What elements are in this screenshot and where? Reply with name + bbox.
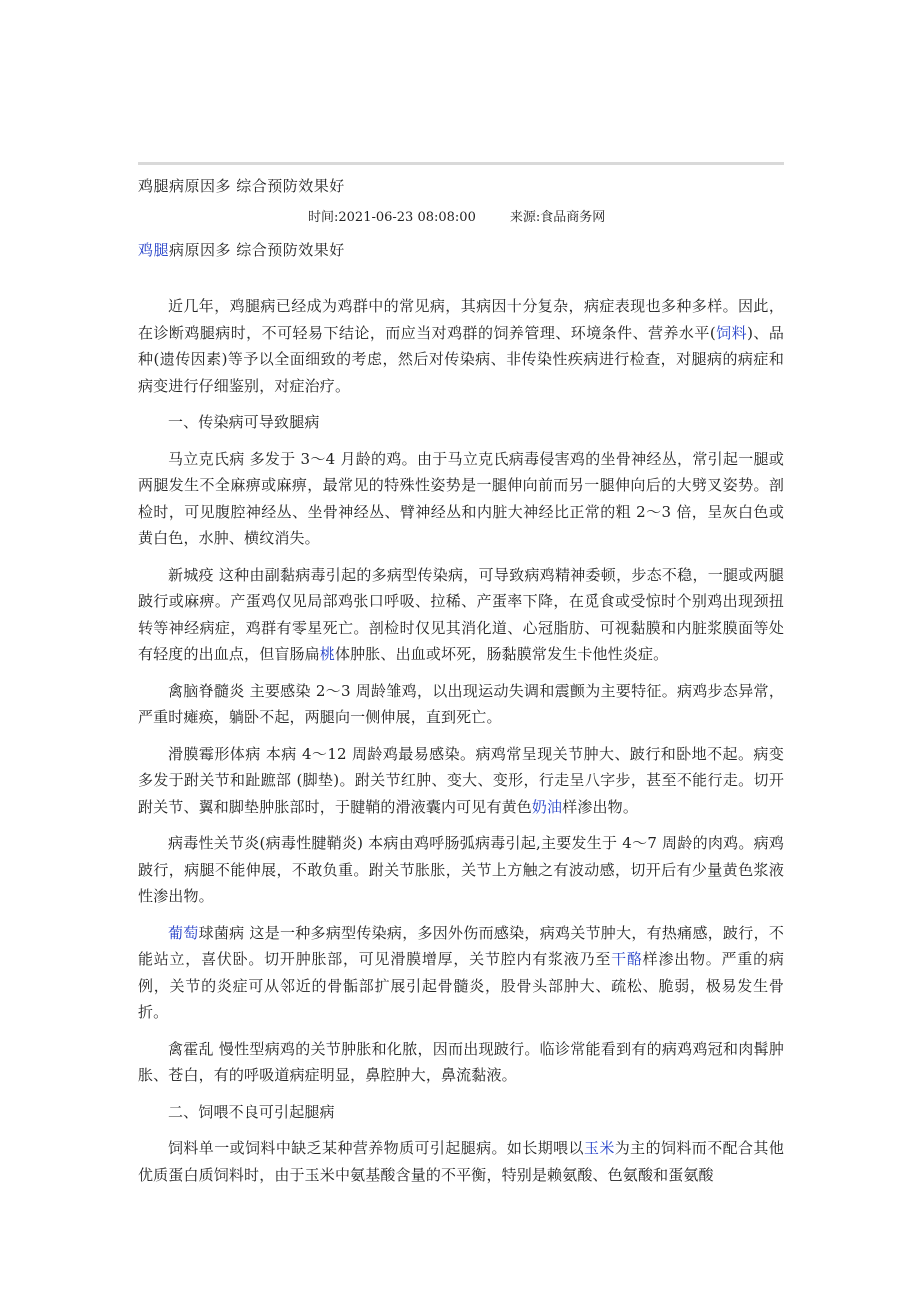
- paragraph: 禽脑脊髓炎 主要感染 2～3 周龄雏鸡，以出现运动失调和震颤为主要特征。病鸡步态异常，严重时瘫痪，躺卧不起，两腿向一侧伸展，直到死亡。: [138, 681, 784, 726]
- keyword-link[interactable]: 饲料: [715, 323, 748, 342]
- paragraph: 葡萄球菌病 这是一种多病型传染病，多因外伤而感染，病鸡关节肿大，有热痛感，跛行，不能站立，喜伏卧。切开肿胀部，可见滑膜增厚，关节腔内有浆液乃至干酪样渗出物。严重的病例，关节的炎症可从邻近的骨骺部扩展引起骨髓炎，股骨头部肿大、疏松、脆弱，极易发生骨折。: [138, 923, 784, 1021]
- article-meta: [138, 209, 784, 227]
- publish-time: 时间:2021-06-23 08:08:00: [308, 210, 476, 225]
- article-page: [138, 162, 784, 1198]
- paragraph: 近几年，鸡腿病已经成为鸡群中的常见病，其病因十分复杂，病症表现也多种多样。因此，在诊断鸡腿病时，不可轻易下结论，而应当对鸡群的饲养管理、环境条件、营养水平(饲料)、品种(遗传因素)等予以全面细致的考虑，然后对传染病、非传染性疾病进行检查，对腿病的病症和病变进行仔细鉴别，对症治疗。: [138, 297, 784, 395]
- paragraph: 禽霍乱 慢性型病鸡的关节肿胀和化脓，因而出现跛行。临诊常能看到有的病鸡鸡冠和肉髯肿胀、苍白，有的呼吸道病症明显，鼻腔肿大，鼻流黏液。: [138, 1039, 784, 1084]
- paragraph: 病毒性关节炎(病毒性腱鞘炎) 本病由鸡呼肠弧病毒引起,主要发生于 4～7 周龄的肉鸡。病鸡跛行，病腿不能伸展，不敢负重。跗关节胀胀，关节上方触之有波动感，切开后有少量黄色浆液性渗出物。: [138, 834, 784, 905]
- article-source: 来源:食品商务网: [509, 210, 606, 225]
- keyword-link[interactable]: 玉米: [583, 1139, 615, 1157]
- paragraph: 饲料单一或饲料中缺乏某种营养物质可引起腿病。如长期喂以玉米为主的饲料而不配合其他优质蛋白质饲料时，由于玉米中氨基酸含量的不平衡，特别是赖氨酸、色氨酸和蛋氨酸: [138, 1139, 784, 1184]
- paragraph: 滑膜霉形体病 本病 4～12 周龄鸡最易感染。病鸡常呈现关节肿大、跛行和卧地不起。病变多发于跗关节和趾蹠部 (脚垫)。跗关节红肿、变大、变形，行走呈八字步，甚至不能行走。切开跗关节、翼和脚垫肿胀部时，于腱鞘的滑液囊内可见有黄色奶油样渗出物。: [138, 744, 784, 816]
- keyword-link[interactable]: 鸡腿: [138, 241, 170, 259]
- keyword-link[interactable]: 桃: [319, 645, 335, 663]
- article-body: [138, 293, 784, 1188]
- paragraph: 新城疫 这种由副黏病毒引起的多病型传染病，可导致病鸡精神委顿，步态不稳，一腿或两腿跛行或麻痹。产蛋鸡仅见局部鸡张口呼吸、拉稀、产蛋率下降，在觅食或受惊时个别鸡出现颈扭转等神经病症，鸡群有零星死亡。剖检时仅见其消化道、心冠脂肪、可视黏膜和内脏浆膜面等处有轻度的出血点，但盲肠扁桃体肿胀、出血或坏死，肠黏膜常发生卡他性炎症。: [138, 565, 784, 663]
- top-divider: [138, 162, 784, 165]
- paragraph: 马立克氏病 多发于 3～4 月龄的鸡。由于马立克氏病毒侵害鸡的坐骨神经丛，常引起一腿或两腿发生不全麻痹或麻痹，最常见的特殊性姿势是一腿伸向前而另一腿伸向后的大劈叉姿势。剖检时，可见腹腔神经丛、坐骨神经丛、臂神经丛和内脏大神经比正常的粗 2～3 倍，呈灰白色或黄白色，水肿、横纹消失。: [138, 449, 784, 547]
- keyword-link[interactable]: 奶油: [531, 797, 563, 816]
- keyword-link[interactable]: 葡萄: [168, 923, 199, 942]
- section-heading: 一、传染病可导致腿病: [168, 413, 320, 431]
- section-heading: 二、饲喂不良可引起腿病: [168, 1102, 335, 1121]
- header-title: 鸡腿病原因多 综合预防效果好: [138, 177, 345, 195]
- article-title: 鸡腿病原因多 综合预防效果好: [138, 241, 345, 259]
- keyword-link[interactable]: 干酪: [611, 950, 643, 968]
